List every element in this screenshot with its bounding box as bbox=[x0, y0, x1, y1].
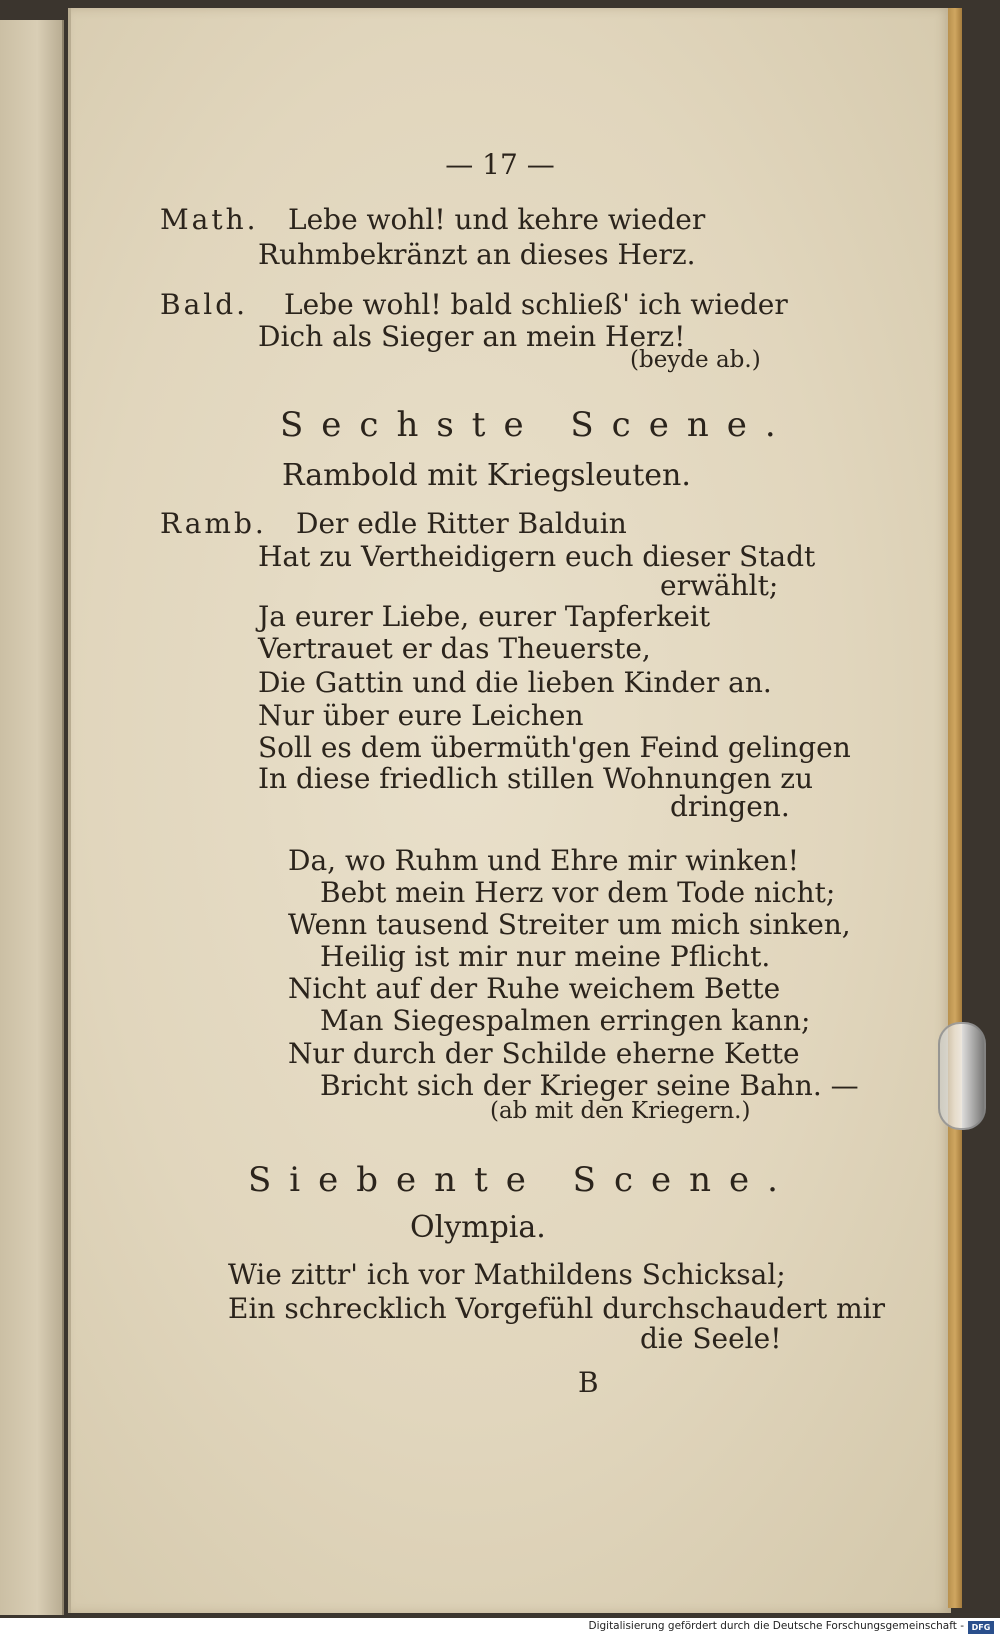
footer-credit: Digitalisierung gefördert durch die Deutsche Forschungsgemeinschaft - bbox=[588, 1620, 964, 1632]
speech-line: die Seele! bbox=[640, 1322, 782, 1355]
footer-bar bbox=[0, 1618, 1000, 1638]
verse-line: Lebe wohl! und kehre wieder bbox=[288, 203, 706, 236]
signature-mark: B bbox=[578, 1366, 599, 1399]
song-line: Bricht sich der Krieger seine Bahn. — bbox=[320, 1069, 859, 1102]
page-fore-edge bbox=[948, 8, 962, 1608]
song-line: Nur durch der Schilde eherne Kette bbox=[288, 1037, 800, 1070]
song-line: Da, wo Ruhm und Ehre mir winken! bbox=[288, 844, 800, 877]
verse-line: Ruhmbekränzt an dieses Herz. bbox=[258, 238, 696, 271]
song-line: Bebt mein Herz vor dem Tode nicht; bbox=[320, 876, 836, 909]
scene-subtitle: Rambold mit Kriegsleuten. bbox=[282, 458, 691, 493]
song-line: Heilig ist mir nur meine Pflicht. bbox=[320, 940, 771, 973]
song-line: Wenn tausend Streiter um mich sinken, bbox=[288, 908, 851, 941]
stage-direction: (beyde ab.) bbox=[630, 347, 761, 373]
page-number: — 17 — bbox=[445, 148, 555, 181]
speech-line: Die Gattin und die lieben Kinder an. bbox=[258, 666, 772, 699]
speech-line: In diese friedlich stillen Wohnungen zu bbox=[258, 762, 814, 795]
speech-line: Nur über eure Leichen bbox=[258, 699, 584, 732]
speech-line: erwählt; bbox=[660, 569, 779, 602]
song-line: Man Siegespalmen erringen kann; bbox=[320, 1004, 811, 1037]
verse-line: Lebe wohl! bald schließ' ich wieder bbox=[284, 288, 788, 321]
speech-line: Hat zu Vertheidigern euch dieser Stadt bbox=[258, 540, 816, 573]
song-line: Nicht auf der Ruhe weichem Bette bbox=[288, 972, 781, 1005]
speech-line: dringen. bbox=[670, 790, 790, 823]
left-page-edge bbox=[0, 20, 64, 1615]
speech-line: Soll es dem übermüth'gen Feind gelingen bbox=[258, 731, 851, 764]
speech-line: Der edle Ritter Balduin bbox=[296, 507, 627, 540]
scene-title: Siebente Scene. bbox=[248, 1160, 796, 1200]
stage-direction: (ab mit den Kriegern.) bbox=[490, 1098, 751, 1124]
dfg-logo-icon: DFG bbox=[968, 1621, 994, 1634]
speech-line: Vertrauet er das Theuerste, bbox=[258, 632, 651, 665]
page-clip-icon bbox=[938, 1022, 986, 1130]
verse-line: Dich als Sieger an mein Herz! bbox=[258, 320, 686, 353]
speech-line: Wie zittr' ich vor Mathildens Schicksal; bbox=[228, 1258, 786, 1291]
speaker-ramb: Ramb. bbox=[160, 507, 267, 540]
speech-line: Ein schrecklich Vorgefühl durchschaudert mir bbox=[228, 1292, 886, 1325]
scene-title: Sechste Scene. bbox=[280, 405, 794, 445]
scene-subtitle: Olympia. bbox=[410, 1210, 546, 1245]
speaker-math: Math. bbox=[160, 203, 259, 236]
speaker-bald: Bald. bbox=[160, 288, 249, 321]
speech-line: Ja eurer Liebe, eurer Tapferkeit bbox=[258, 600, 711, 633]
